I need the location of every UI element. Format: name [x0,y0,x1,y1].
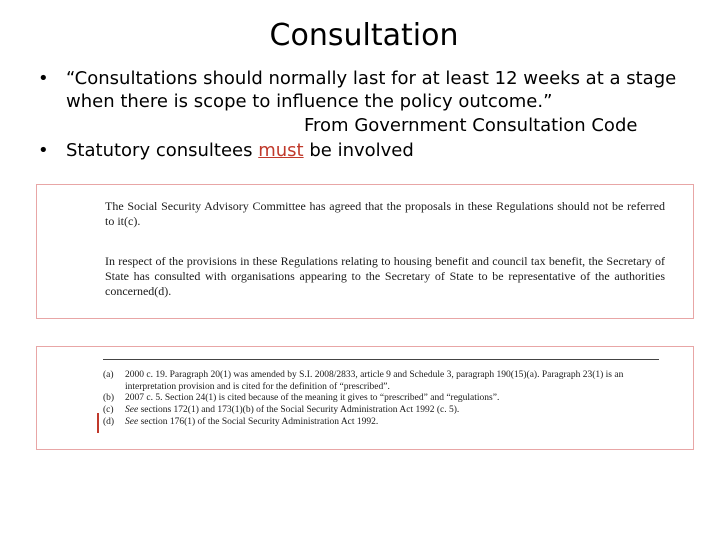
footnote-text [125,416,661,428]
slide-title: Consultation [269,18,459,53]
statutory-text [66,139,414,163]
footnote-text: 2000 c. 19. Paragraph 20(1) was amended by S.I. 2008/2833, article 9 and Schedule 3, paragraph 190(15)(a). Paragraph 23(1) is an interpretation provision and is cited for the definition of “prescribed”. [125,370,624,392]
footnote-text: 2007 c. 5. Section 24(1) is cited because of the meaning it gives to “prescribed” and “regulations”. [125,393,500,403]
see-italic: See [125,417,139,427]
statutory-prefix: Statutory consultees [66,140,259,161]
footnote-label: (d) [103,417,115,427]
footnote-label: (c) [103,405,114,415]
excerpt-paragraph-1: The Social Security Advisory Committee has agreed that the proposals in these Regulations should not be referred to it(c). [105,199,665,228]
footnote-text-rest: sections 172(1) and 173(1)(b) of the Social Security Administration Act 1992 (c. 5). [138,405,460,415]
highlight-marker [97,413,99,433]
footnote-text-rest: section 176(1) of the Social Security Administration Act 1992. [138,417,379,427]
regulations-excerpt [36,184,694,319]
quote-line-2: when there is scope to influence the policy outcome.” [66,91,553,112]
footnotes-excerpt [36,346,694,450]
statutory-suffix: be involved [303,140,414,161]
bullet-dot: • [38,140,49,161]
footnote-label: (b) [103,393,115,403]
must-emphasis: must [258,140,304,161]
source-attribution: From Government Consultation Code [304,115,638,136]
footnote-divider [103,359,659,360]
quote-line-1: “Consultations should normally last for at least 12 weeks at a stage [66,68,677,89]
footnote-text [125,404,661,416]
bullet-dot: • [38,68,49,89]
footnote-label: (a) [103,370,114,380]
see-italic: See [125,405,139,415]
excerpt-paragraph-2: In respect of the provisions in these Regulations relating to housing benefit and council tax benefit, the Secretary of State has consulted with organisations appearing to the Secretary of State to be representative of the authorities concerned(d). [105,254,665,298]
